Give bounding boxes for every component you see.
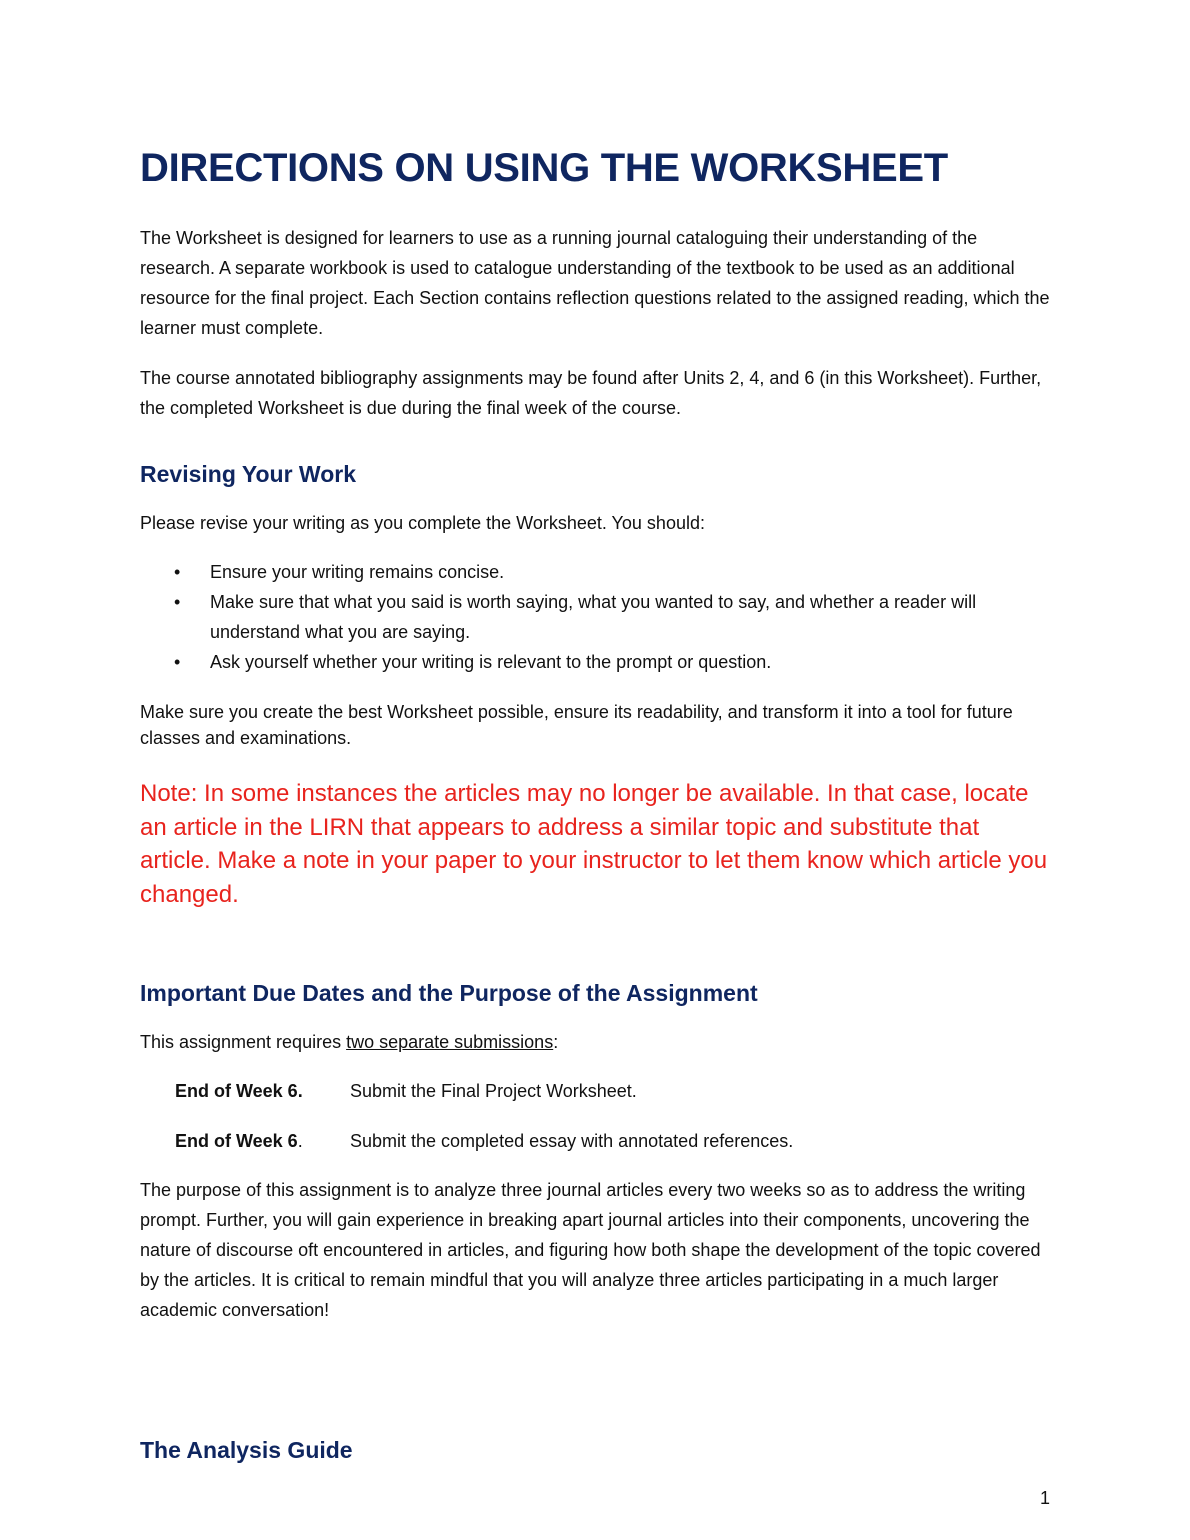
list-item — [140, 647, 1052, 677]
due-date-label-bold: End of Week 6 — [175, 1131, 298, 1151]
bullet-text: Ask yourself whether your writing is relevant to the prompt or question. — [210, 652, 772, 672]
note-warning: Note: In some instances the articles may no longer be available. In that case, locate an article in the LIRN that appears to address a similar topic and substitute that article. Make a note in your paper to your instructor to let them know which article you changed. — [140, 780, 1048, 908]
page-number: 1 — [1039, 1488, 1050, 1508]
bullet-text: Make sure that what you said is worth saying, what you wanted to say, and whether a reader will understand what you are saying. — [210, 592, 977, 642]
bullet-icon: • — [174, 562, 181, 582]
due-dates-heading: Important Due Dates and the Purpose of the Assignment — [140, 980, 758, 1006]
list-item — [140, 587, 1052, 647]
bullet-icon: • — [174, 652, 181, 672]
intro-paragraph-2: The course annotated bibliography assignments may be found after Units 2, 4, and 6 (in this Worksheet). Further, the completed Worksheet is due during the final week of the course. — [140, 368, 1042, 418]
bullet-text: Ensure your writing remains concise. — [210, 562, 505, 582]
revising-bullet-list — [140, 557, 1052, 677]
revising-heading: Revising Your Work — [140, 461, 356, 487]
due-date-label: End of Week 6. — [175, 1081, 303, 1101]
revising-lead: Please revise your writing as you complete the Worksheet. You should: — [140, 513, 705, 533]
due-date-label — [175, 1126, 350, 1156]
due-date-text: Submit the completed essay with annotated references. — [350, 1131, 794, 1151]
due-dates-lead — [140, 1027, 1052, 1057]
two-separate-submissions: two separate submissions — [346, 1032, 554, 1052]
due-date-text: Submit the Final Project Worksheet. — [350, 1081, 637, 1101]
due-date-row — [175, 1126, 793, 1156]
document-title: DIRECTIONS ON USING THE WORKSHEET — [140, 146, 948, 190]
revising-closing: Make sure you create the best Worksheet possible, ensure its readability, and transform it into a tool for future classes and examinations. — [140, 702, 1013, 748]
list-item — [140, 557, 1052, 587]
due-date-row — [175, 1076, 637, 1106]
due-dates-lead-text: This assignment requires — [140, 1032, 347, 1052]
due-dates-lead-colon: : — [553, 1032, 559, 1052]
analysis-guide-heading: The Analysis Guide — [140, 1437, 353, 1463]
purpose-paragraph: The purpose of this assignment is to analyze three journal articles every two weeks so as to address the writing prompt. Further, you will gain experience in breaking apart journal articles into their components, uncovering the nature of discourse oft encountered in articles, and figuring how both shape the development of the topic covered by the articles. It is critical to remain mindful that you will analyze three articles participating in a much larger academic conversation! — [140, 1180, 1041, 1320]
bullet-icon: • — [174, 592, 181, 612]
document-page — [140, 0, 1050, 1540]
intro-paragraph-1: The Worksheet is designed for learners to use as a running journal cataloguing their understanding of the research. A separate workbook is used to catalogue understanding of the textbook to be used as an additional resource for the final project. Each Section contains reflection questions related to the assigned reading, which the learner must complete. — [140, 228, 1050, 338]
due-date-label-period: . — [297, 1131, 303, 1151]
